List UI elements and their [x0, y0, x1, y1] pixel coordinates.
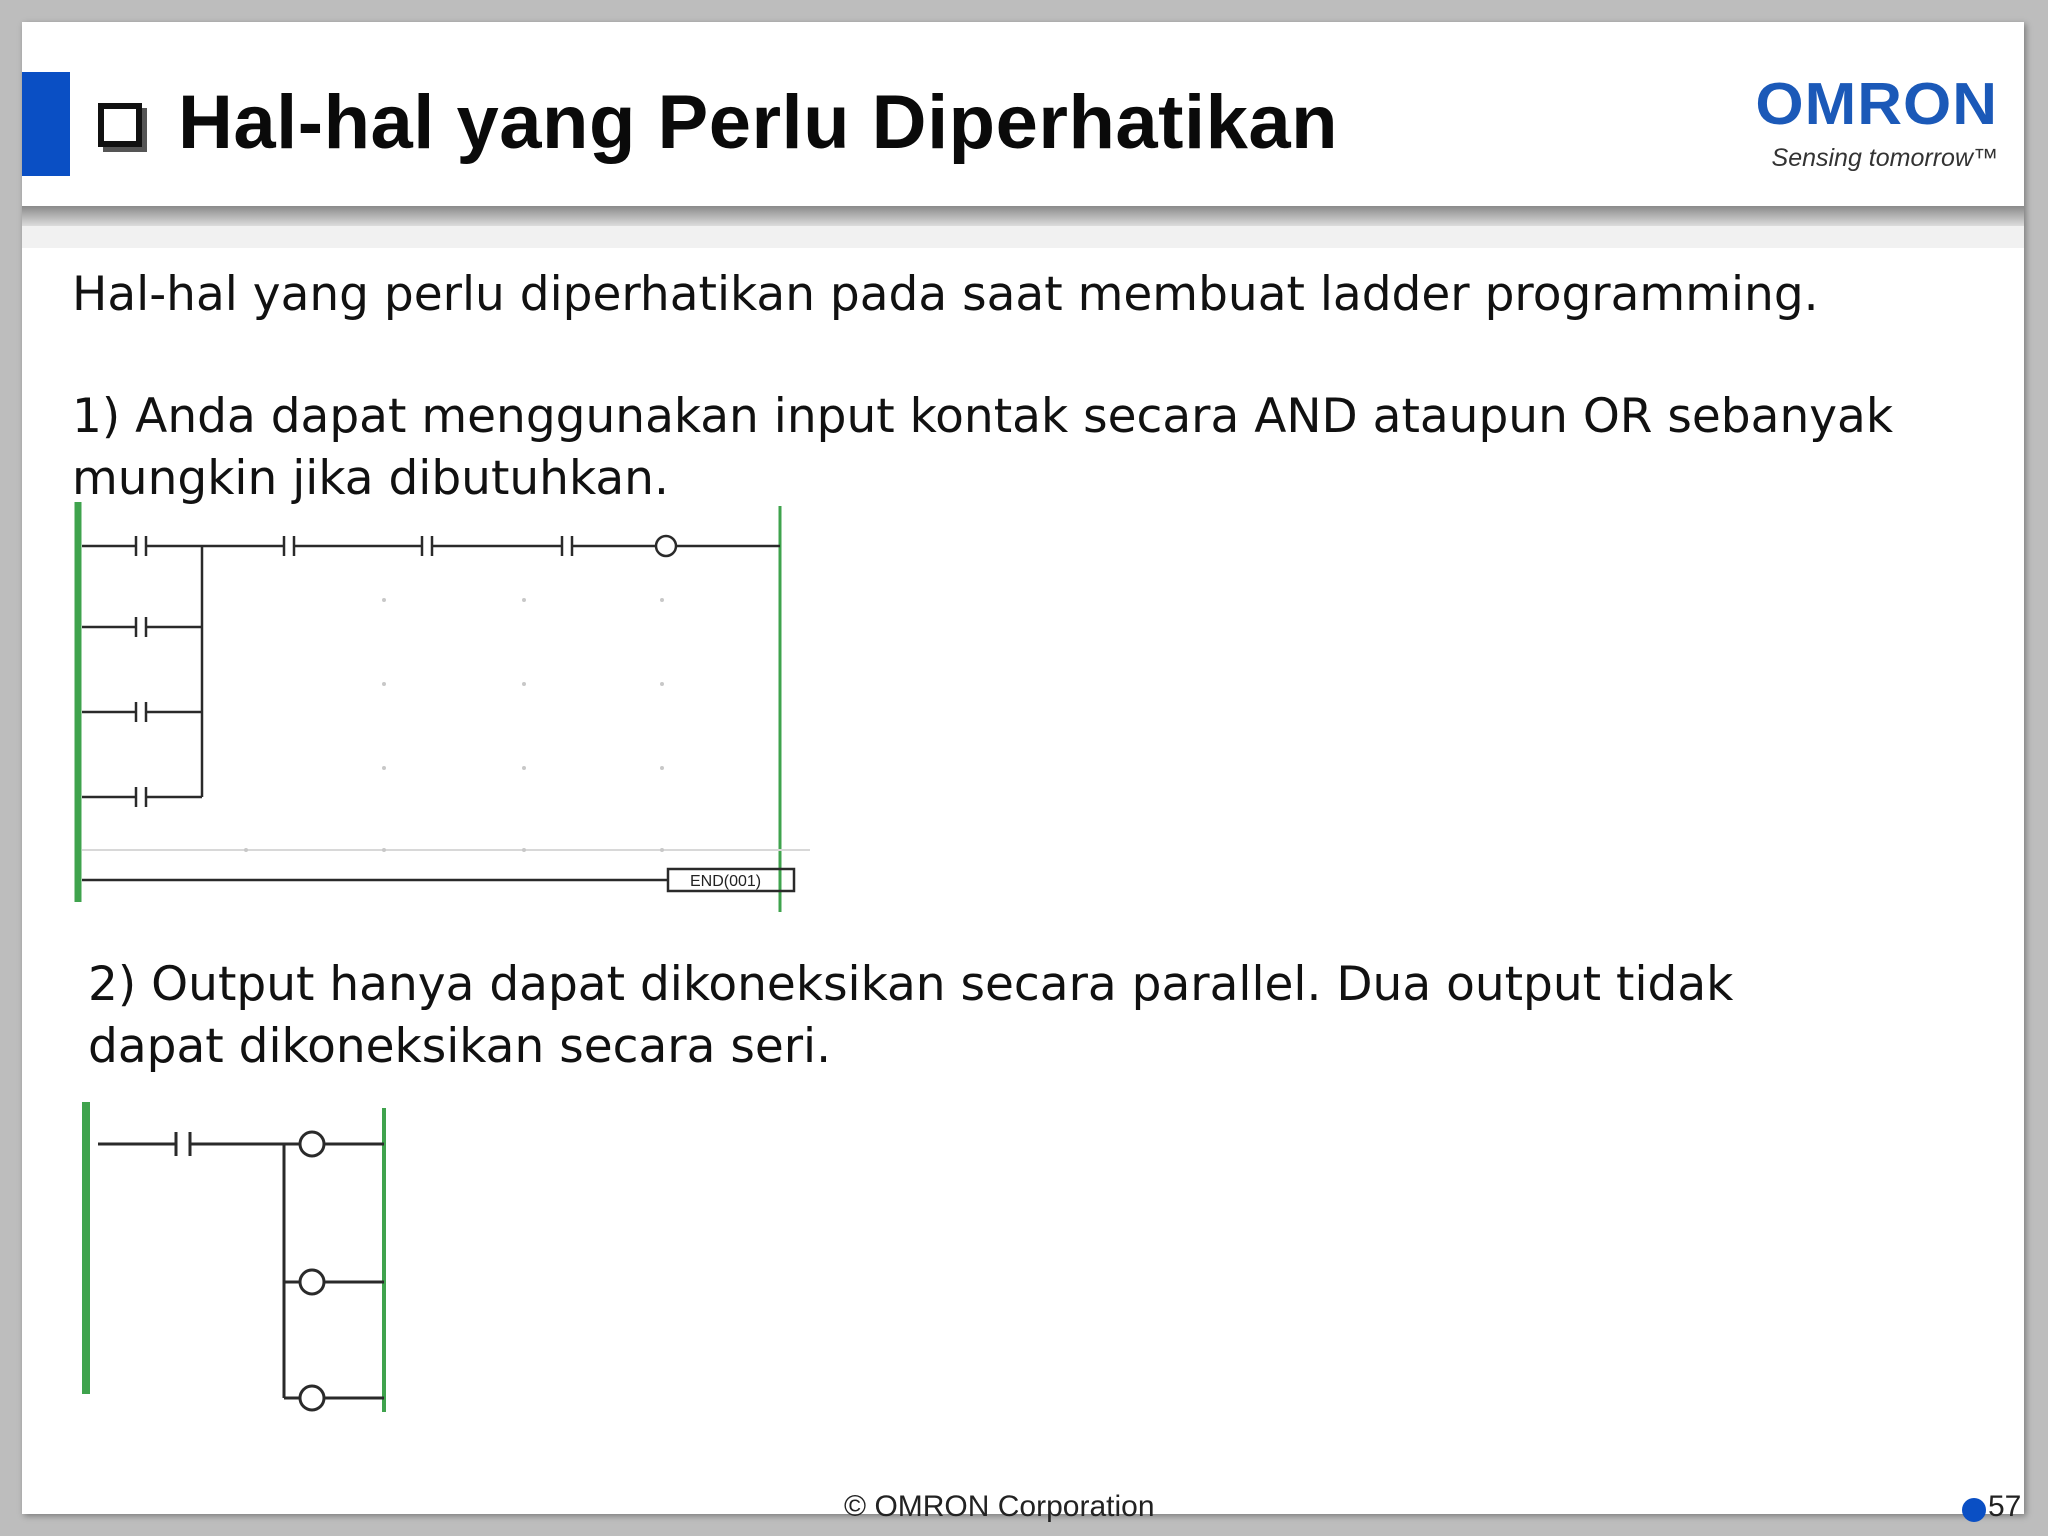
- ladder-diagram-parallel-outputs: [78, 1102, 418, 1422]
- point2-line2: dapat dikoneksikan secara seri.: [88, 1019, 832, 1074]
- header-divider: [22, 206, 2024, 226]
- logo-tagline: Sensing tomorrow™: [1771, 144, 1998, 172]
- title-accent-bar: [22, 72, 70, 176]
- point1-line2: mungkin jika dibutuhkan.: [72, 451, 669, 506]
- page-indicator-dot: [1962, 1498, 1986, 1522]
- title-block: [98, 72, 1338, 172]
- slide: [22, 22, 2024, 1523]
- header-divider-light: [22, 226, 2024, 248]
- page-title: Hal-hal yang Perlu Diperhatikan: [178, 79, 1339, 165]
- footer-copyright: © OMRON Corporation: [844, 1490, 1155, 1523]
- checkbox-bullet-icon: [98, 103, 142, 147]
- omron-logo: [1755, 71, 1998, 173]
- logo-wordmark: OMRON: [1755, 71, 1998, 138]
- end-instruction-label: END(001): [690, 873, 762, 890]
- ladder-diagram-and-or: [68, 502, 808, 912]
- point1-line1: 1) Anda dapat menggunakan input kontak secara AND ataupun OR sebanyak: [72, 389, 1894, 444]
- intro-text: Hal-hal yang perlu diperhatikan pada saat membuat ladder programming.: [72, 267, 1819, 322]
- page-number: 57: [1988, 1490, 2022, 1523]
- point2-line1: 2) Output hanya dapat dikoneksikan secara parallel. Dua output tidak: [88, 957, 1734, 1012]
